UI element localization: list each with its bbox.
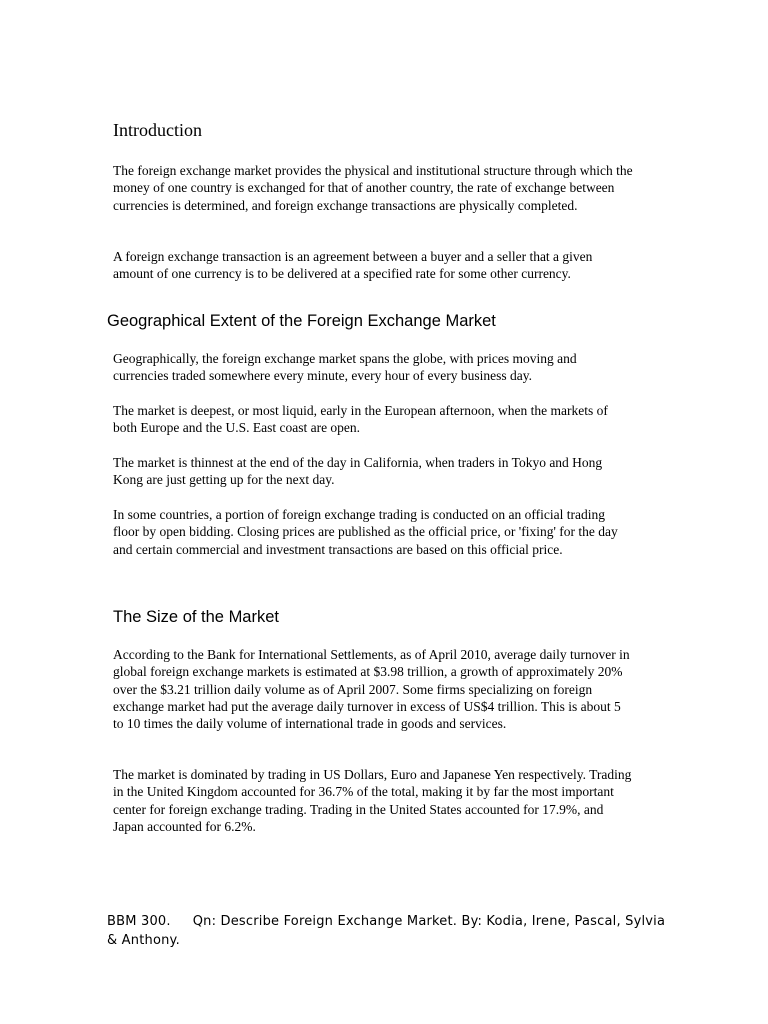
intro-paragraph-2: A foreign exchange transaction is an agreement between a buyer and a seller that a given amount of one currency is to be delivered at a specified rate for some other currency. <box>113 249 593 282</box>
footer-course: BBM 300. <box>107 914 171 929</box>
geographical-extent-heading: Geographical Extent of the Foreign Exchange Market <box>107 312 496 330</box>
footer-text: Qn: Describe Foreign Exchange Market. By: Kodia, Irene, Pascal, Sylvia & Anthony. <box>107 914 666 948</box>
geographical-paragraph-1: Geographically, the foreign exchange market spans the globe, with prices moving and currencies traded somewhere every minute, every hour of every business day. <box>113 351 577 384</box>
geographical-paragraph-3: The market is thinnest at the end of the day in California, when traders in Tokyo and Hong Kong are just getting up for the next day. <box>113 455 603 488</box>
geographical-paragraph-4: In some countries, a portion of foreign exchange trading is conducted on an official trading floor by open bidding. Closing prices are published as the official price, or 'fixing' for the day and certain commercial and investment transactions are based on this official price. <box>113 507 618 557</box>
geographical-paragraph-2: The market is deepest, or most liquid, early in the European afternoon, when the markets of both Europe and the U.S. East coast are open. <box>113 403 608 436</box>
market-size-heading: The Size of the Market <box>113 608 279 626</box>
page-footer <box>107 912 667 950</box>
introduction-heading: Introduction <box>113 120 202 140</box>
market-size-paragraph-2: The market is dominated by trading in US Dollars, Euro and Japanese Yen respectively. Trading in the United Kingdom accounted for 36.7% of the total, making it by far the most important center for foreign exchange trading. Trading in the United States accounted for 17.9%, and Japan accounted for 6.2%. <box>113 767 632 834</box>
intro-paragraph-1: The foreign exchange market provides the physical and institutional structure through which the money of one country is exchanged for that of another country, the rate of exchange between currencies is determined, and foreign exchange transactions are physically completed. <box>113 163 633 213</box>
market-size-paragraph-1: According to the Bank for International Settlements, as of April 2010, average daily turnover in global foreign exchange markets is estimated at $3.98 trillion, a growth of approximately 20% over the $3.21 trillion daily volume as of April 2007. Some firms specializing on foreign exchange market had put the average daily turnover in excess of US$4 trillion. This is about 5 to 10 times the daily volume of international trade in goods and services. <box>113 647 630 732</box>
